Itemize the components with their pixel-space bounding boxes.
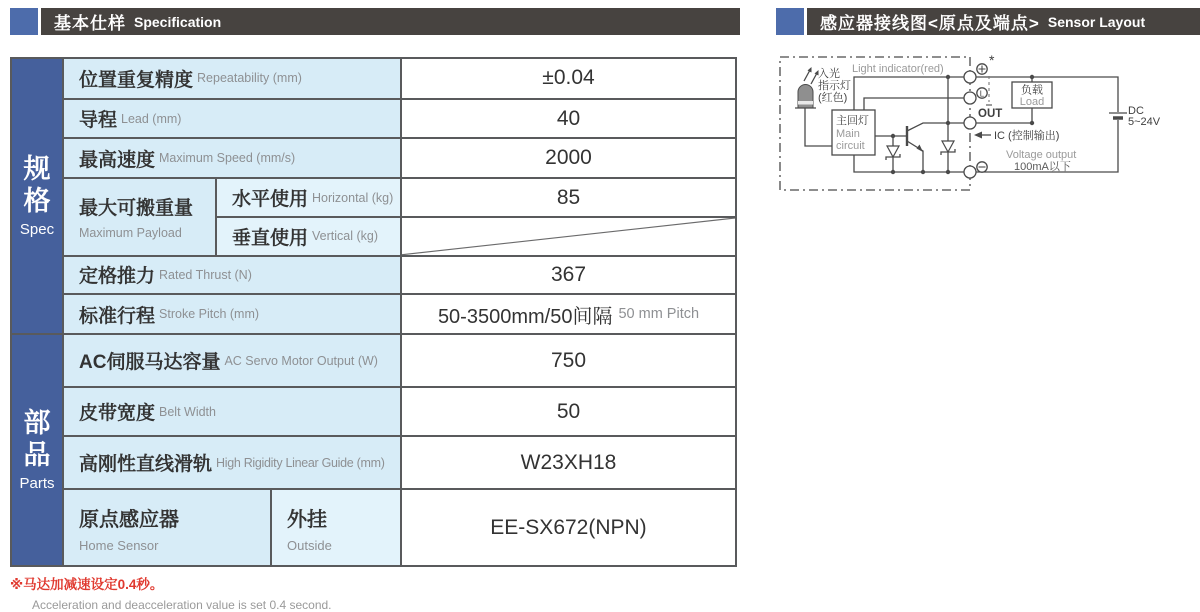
belt-width-value: 50 [556, 399, 581, 423]
group-band-parts-en: Parts [19, 474, 55, 492]
table-row-belt-width [64, 388, 735, 437]
led-band [798, 101, 813, 105]
lead-label [64, 100, 402, 138]
home-sensor-value: EE-SX672(NPN) [490, 515, 647, 539]
servo-output-label-en: AC Servo Motor Output (W) [224, 353, 378, 368]
rated-thrust-value: 367 [550, 262, 587, 286]
spec-header-title-zh: 基本仕样 [54, 14, 126, 33]
footnote-zh: ※马达加减速设定0.4秒。 [10, 577, 164, 592]
transistor-emitter [907, 141, 923, 172]
max-payload-label [64, 179, 217, 254]
l-symbol-letter: L [979, 89, 985, 99]
table-row-lead [64, 100, 735, 140]
max-speed-value-cell [402, 139, 735, 177]
light-arrow-icon [804, 70, 810, 81]
rated-thrust-label [64, 257, 402, 294]
junction-dot [946, 75, 950, 79]
linear-guide-value: W23XH18 [520, 450, 617, 474]
group-band-spec-en: Spec [19, 220, 55, 238]
horizontal-value: 85 [556, 185, 581, 209]
servo-output-label-zh: AC伺服马达容量 [79, 352, 221, 373]
horizontal-label [217, 179, 402, 216]
group-band-parts [12, 335, 64, 565]
group-band-spec [12, 59, 64, 333]
terminal-l [964, 92, 976, 104]
lead-value-cell [402, 100, 735, 138]
spec-header-bar [41, 8, 740, 35]
belt-width-label [64, 388, 402, 435]
stroke-pitch-label-zh: 标准行程 [79, 305, 156, 327]
home-sensor-outside-label [272, 490, 402, 565]
home-sensor-label-zh: 原点感应器 [79, 508, 179, 531]
asterisk: * [989, 52, 995, 68]
main-circuit-label-en1: Main [836, 128, 860, 140]
dc-range-label: 5~24V [1128, 116, 1161, 128]
lead-label-en: Lead (mm) [121, 111, 182, 126]
zener-diode-icon [942, 141, 954, 152]
table-row-servo-output [64, 335, 735, 388]
sensor-layout-title-en: Sensor Layout [1047, 13, 1146, 30]
table-row-max-payload [64, 179, 735, 256]
junction-dot [946, 170, 950, 174]
belt-width-label-zh: 皮带宽度 [79, 403, 156, 424]
belt-width-value-cell [402, 388, 735, 435]
horizontal-value-cell [402, 179, 735, 216]
stroke-pitch-value-cell [402, 295, 735, 333]
spec-header-title-en: Specification [134, 13, 222, 30]
light-indicator-label: Light indicator(red) [852, 63, 944, 75]
repeatability-label-en: Repeatability (mm) [197, 71, 302, 86]
repeatability-value: ±0.04 [542, 66, 595, 90]
home-sensor-label [64, 490, 272, 565]
vertical-label-en: Vertical (kg) [312, 229, 379, 244]
servo-output-value-cell [402, 335, 735, 386]
spec-table [10, 57, 737, 567]
spec-group [12, 59, 735, 335]
table-row-repeatability [64, 59, 735, 100]
outside-label-zh: 外挂 [287, 508, 327, 531]
header-accent-square [10, 8, 38, 35]
max-payload-label-zh: 最大可搬重量 [79, 198, 194, 220]
table-row-payload-vertical [217, 218, 735, 255]
group-band-spec-zh: 规格 [23, 154, 51, 216]
repeatability-value-cell [402, 59, 735, 98]
rated-thrust-label-en: Rated Thrust (N) [159, 267, 252, 282]
linear-guide-label [64, 437, 402, 488]
led-label-line1: 入光 [818, 68, 840, 80]
lead-label-zh: 导程 [79, 110, 118, 132]
current-note-label: 100mA以下 [1014, 161, 1071, 173]
junction-dot [891, 170, 895, 174]
load-label-zh: 负载 [1021, 84, 1043, 97]
out-label: OUT [978, 108, 1003, 120]
spec-section-header [10, 8, 740, 35]
transistor-collector [907, 123, 929, 131]
belt-width-label-en: Belt Width [159, 404, 216, 419]
lead-value: 40 [556, 106, 581, 130]
table-row-payload-horizontal [217, 179, 735, 218]
linear-guide-value-cell [402, 437, 735, 488]
footnote-en: Acceleration and deacceleration value is set 0.4 second. [32, 598, 332, 612]
stroke-pitch-value: 50-3500mm/50间隔 [437, 305, 613, 328]
max-speed-label [64, 139, 402, 177]
ic-label: IC (控制输出) [994, 130, 1060, 142]
rated-thrust-label-zh: 定格推力 [79, 266, 156, 288]
ic-arrowhead [974, 132, 982, 139]
servo-output-value: 750 [550, 348, 587, 372]
header-accent-square [776, 8, 804, 35]
max-speed-value: 2000 [545, 146, 592, 170]
max-speed-label-en: Maximum Speed (mm/s) [159, 151, 296, 166]
parts-group [12, 335, 735, 565]
sensor-layout-header-bar [807, 8, 1200, 35]
voltage-output-label: Voltage output [1006, 149, 1077, 161]
led-label-line3: (红色) [818, 92, 848, 104]
horizontal-label-zh: 水平使用 [232, 189, 309, 210]
linear-guide-label-zh: 高刚性直线滑轨 [79, 454, 213, 475]
sensor-layout-title-zh: 感应器接线图<原点及端点> [820, 14, 1040, 33]
emitter-arrowhead [917, 145, 924, 153]
zener-diode-icon [887, 146, 899, 157]
max-speed-label-zh: 最高速度 [79, 149, 156, 171]
wire [805, 108, 832, 146]
outside-label-en: Outside [287, 537, 332, 553]
wire [864, 98, 964, 110]
table-row-max-speed [64, 139, 735, 179]
terminal-out [964, 117, 976, 129]
max-payload-label-en: Maximum Payload [79, 226, 182, 241]
group-band-parts-zh: 部品 [23, 408, 51, 470]
stroke-pitch-label-en: Stroke Pitch (mm) [159, 307, 260, 322]
junction-dot [921, 170, 925, 174]
vertical-label-zh: 垂直使用 [232, 227, 309, 249]
light-arrow-icon [811, 73, 817, 84]
terminal-minus [964, 166, 976, 178]
main-circuit-label-zh: 主回灯 [836, 115, 869, 127]
table-row-linear-guide [64, 437, 735, 490]
vertical-value-cell [402, 218, 735, 255]
rated-thrust-value-cell [402, 257, 735, 294]
load-label-en: Load [1019, 96, 1045, 108]
terminal-plus [964, 71, 976, 83]
led-label-line2: 指示灯 [818, 80, 851, 92]
home-sensor-label-en: Home Sensor [79, 537, 159, 553]
junction-dot [891, 134, 895, 138]
junction-dot [1030, 121, 1034, 125]
not-applicable-diagonal [402, 218, 735, 255]
vertical-label [217, 218, 402, 255]
servo-output-label [64, 335, 402, 386]
table-row-home-sensor [64, 490, 735, 565]
main-circuit-label-en2: circuit [836, 140, 865, 152]
stroke-pitch-label [64, 295, 402, 333]
stroke-pitch-value-en: 50 mm Pitch [618, 306, 700, 323]
linear-guide-label-en: High Rigidity Linear Guide (mm) [216, 455, 385, 470]
footnote [10, 573, 332, 612]
sensor-wiring-diagram [778, 46, 1178, 201]
repeatability-label-zh: 位置重复精度 [79, 69, 194, 91]
sensor-layout-section-header [776, 8, 1200, 35]
junction-dot [1030, 75, 1034, 79]
table-row-rated-thrust [64, 257, 735, 296]
repeatability-label [64, 59, 402, 98]
home-sensor-value-cell [402, 490, 735, 565]
table-row-stroke-pitch [64, 295, 735, 333]
dc-label: DC [1128, 105, 1144, 117]
junction-dot [946, 121, 950, 125]
horizontal-label-en: Horizontal (kg) [312, 190, 394, 205]
